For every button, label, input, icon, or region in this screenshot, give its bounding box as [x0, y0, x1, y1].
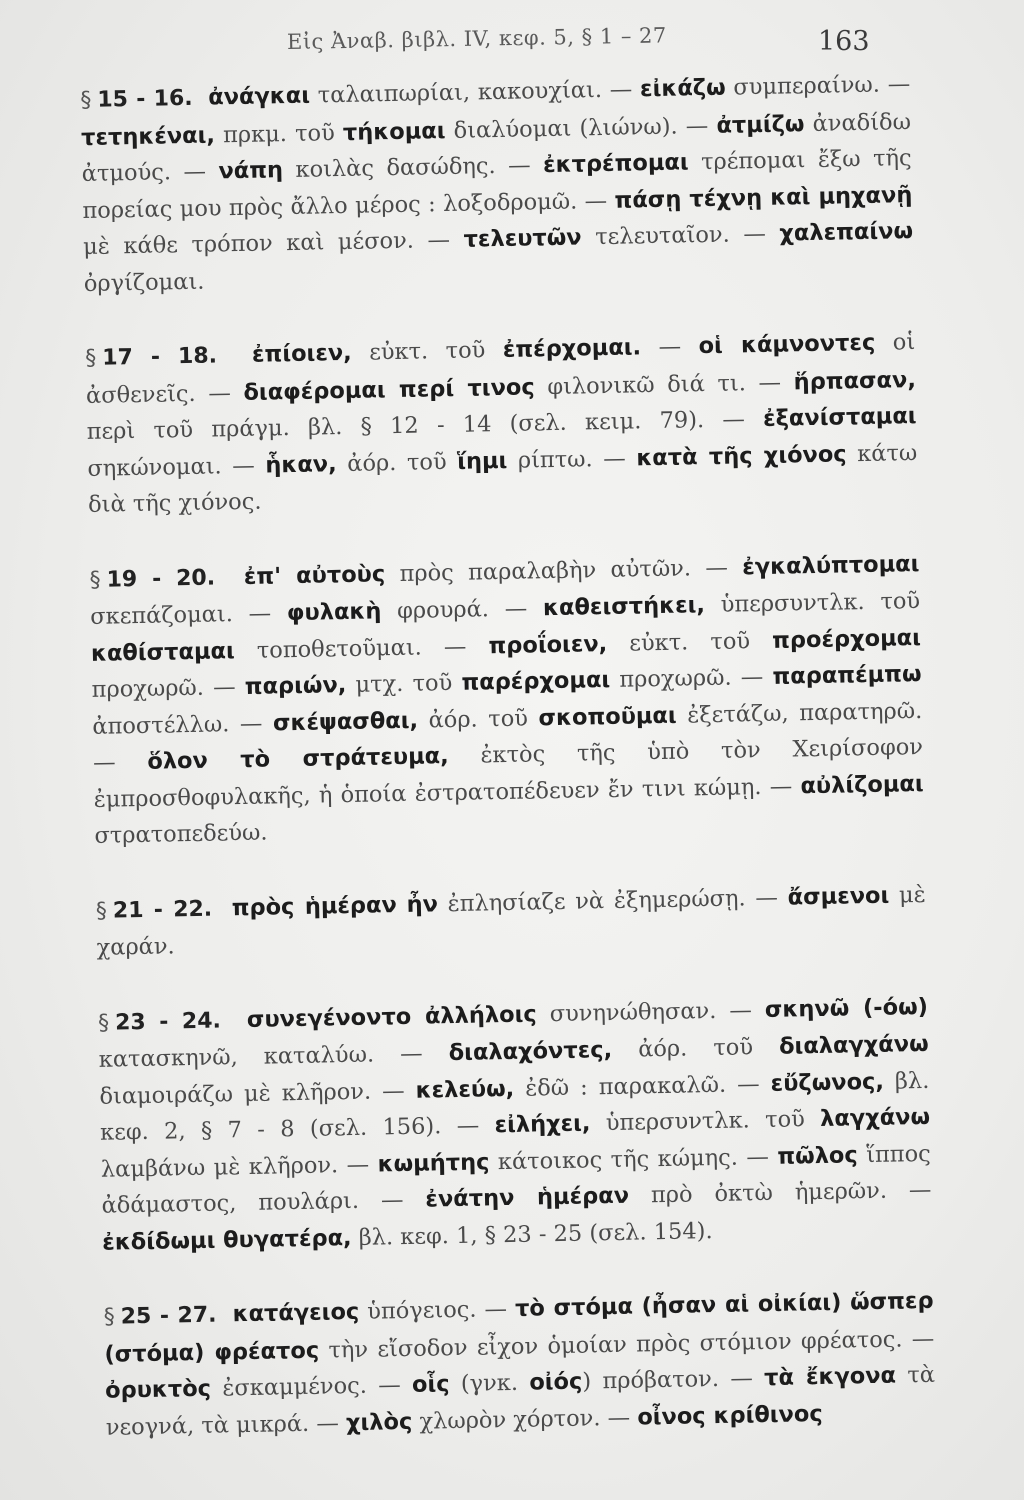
gloss-text: φιλονικῶ διά τι. —	[534, 368, 794, 400]
lemma-term: ἐγκαλύπτομαι	[742, 550, 920, 580]
gloss-text: ρίπτω. —	[507, 444, 637, 474]
gloss-text: ταλαιπωρίαι, κακουχίαι. —	[309, 76, 641, 109]
page-number: 163	[818, 26, 870, 57]
gloss-text: (γνκ.	[449, 1369, 530, 1398]
commentary-paragraph	[85, 324, 918, 523]
lemma-term: ἀνάγκαι	[207, 82, 311, 111]
lemma-term: οἶνος κρίθινος	[637, 1400, 823, 1431]
lemma-term: χαλεπαίνω	[779, 218, 914, 247]
lemma-term: τήκομαι	[342, 117, 446, 146]
lemma-term: ὅλον τὸ στράτευμα,	[147, 743, 449, 775]
lemma-term: χιλὸς	[345, 1408, 413, 1436]
section-number: § 21 - 22.	[95, 896, 213, 924]
gloss-text: φρουρά. —	[381, 595, 544, 625]
gloss-text: βλ. κεφ. 2, § 7 - 8 (σελ. 156). —	[99, 1067, 930, 1146]
gloss-text: μτχ. τοῦ	[346, 669, 462, 698]
gloss-text: μὲ χαράν.	[96, 881, 926, 961]
lemma-term: καθειστήκει,	[542, 592, 706, 622]
commentary-paragraph	[103, 1283, 936, 1446]
lemma-term: σκέψασθαι,	[272, 707, 419, 736]
gloss-text: διαμοιράζω μὲ κλῆρον. —	[99, 1077, 416, 1110]
lemma-term: τετηκέναι,	[80, 121, 216, 151]
lemma-term: ἵημι	[456, 447, 508, 475]
lemma-term: ἥρπασαν,	[793, 366, 917, 395]
paragraph-body	[96, 881, 926, 960]
gloss-text: χλωρὸν χόρτον. —	[412, 1404, 638, 1435]
gloss-text: ἀναδίδω ἀτμούς. —	[81, 108, 912, 187]
gloss-text: ἐδῶ : παρακαλῶ. —	[513, 1070, 771, 1102]
gloss-text: τὰ νεογνά, τὰ μικρά. —	[105, 1361, 936, 1441]
paragraph-body	[81, 71, 913, 296]
lemma-term: λαγχάνω	[819, 1103, 931, 1132]
gloss-text: ἀποστέλλω. —	[92, 709, 274, 740]
lemma-term: προέρχομαι	[771, 624, 922, 654]
gloss-text: ἀόρ. τοῦ	[611, 1033, 780, 1063]
gloss-text: προχωρῶ. —	[609, 663, 773, 693]
running-header	[0, 22, 1024, 62]
gloss-text: περὶ τοῦ πράγμ. βλ. § 12 - 14 (σελ. κειμ. 79). —	[86, 405, 764, 445]
gloss-text: ἀόρ. τοῦ	[336, 448, 458, 477]
lemma-term: κατὰ τῆς χιόνος	[636, 440, 847, 471]
gloss-text: τὴν εἴσοδον εἶχον ὁμοίαν πρὸς στόμιον φρέατος. —	[318, 1325, 935, 1364]
gloss-text: κατασκηνῶ, καταλύω. —	[98, 1040, 449, 1073]
lemma-term: ἧκαν,	[265, 450, 337, 479]
lemma-term: παραπέμπω	[772, 660, 922, 690]
gloss-text: πρὸς παραλαβὴν αὐτῶν. —	[384, 553, 743, 587]
lemma-term: ἐπέρχομαι.	[502, 334, 642, 363]
gloss-text: τρέπομαι ἔξω τῆς πορείας μου πρὸς ἄλλο μέρος : λοξοδρομῶ. —	[82, 145, 912, 224]
lemma-term: νάπη	[218, 157, 284, 185]
gloss-text: σκεπάζομαι. —	[90, 600, 288, 630]
gloss-text: κοιλὰς δασώδης. —	[282, 152, 544, 184]
section-number: § 15 - 16.	[80, 85, 193, 113]
gloss-text: τελευταῖον. —	[581, 220, 780, 251]
lemma-term: ἀτμίζω	[716, 110, 805, 139]
gloss-text: ὀργίζομαι.	[83, 268, 205, 297]
lemma-term: παρέρχομαι	[461, 666, 611, 696]
lemma-term: κωμήτης	[377, 1148, 490, 1177]
gloss-text: πρὸ ὀκτὼ ἡμερῶν. —	[628, 1176, 932, 1209]
gloss-text: ὑπερσυντλκ. τοῦ	[704, 587, 921, 619]
lemma-term: ἐξανίσταμαι	[762, 403, 917, 432]
lemma-term: ἐπίοιεν,	[251, 339, 352, 368]
gloss-text: —	[640, 333, 699, 361]
lemma-term: σκοποῦμαι	[538, 702, 677, 731]
commentary-paragraph	[80, 66, 914, 302]
gloss-text: οἱ ἀσθενεῖς. —	[85, 329, 916, 409]
lemma-term: ἐπ' αὐτοὺς	[243, 560, 386, 590]
section-number: § 25 - 27.	[103, 1302, 217, 1330]
gloss-text: πρκμ. τοῦ	[214, 119, 344, 148]
lemma-term: εἰκάζω	[639, 74, 726, 103]
gloss-text: ἐκτὸς τῆς ὑπὸ τὸν Χειρίσοφον ἐμπροσθοφυλακῆς, ἡ ὁποία ἐστρατοπέδευεν ἔν τινι κώμῃ. —	[93, 733, 924, 813]
lemma-term: πῶλος	[777, 1141, 858, 1170]
lemma-term: κελεύω,	[415, 1075, 515, 1104]
gloss-text: βλ. κεφ. 1, § 23 - 25 (σελ. 154).	[351, 1217, 713, 1251]
lemma-term: πάσῃ τέχνῃ καὶ μηχανῇ	[614, 181, 913, 214]
section-number: § 17 - 18.	[85, 343, 218, 371]
running-title: Εἰς Ἀναβ. βιβλ. IV, κεφ. 5, § 1 – 27	[286, 23, 667, 54]
lemma-term: φυλακὴ	[286, 598, 382, 627]
gloss-text: ὑπόγειος. —	[358, 1295, 516, 1325]
lemma-term: ὀρυκτὸς	[104, 1375, 212, 1404]
gloss-text: ἐπλησίαζε νὰ ἐξημερώσῃ. —	[437, 884, 788, 917]
lemma-term: προΐοιεν,	[488, 630, 608, 659]
commentary-paragraph	[98, 988, 933, 1260]
lemma-term: ἦν	[406, 890, 439, 918]
lemma-term: οἱ κάμνοντες	[698, 329, 876, 360]
paragraph-body	[104, 1288, 935, 1440]
gloss-text: ἐξετάζω, παρατηρῶ. —	[92, 697, 923, 776]
gloss-text: τοποθετοῦμαι. —	[234, 632, 489, 664]
gloss-text: ἐσκαμμένος. —	[210, 1371, 413, 1402]
lemma-term: ἐκδίδωμι θυγατέρα,	[102, 1224, 352, 1256]
commentary-paragraph	[89, 545, 924, 854]
lemma-term: ἄσμενοι	[787, 882, 890, 911]
gloss-text: κάτοικος τῆς κώμης. —	[489, 1143, 778, 1175]
lemma-term: διαλαχόντες,	[448, 1036, 613, 1067]
gloss-text: εὐκτ. τοῦ	[351, 336, 504, 366]
section-number: § 23 - 24.	[97, 1007, 222, 1036]
lemma-term: εἰλήχει,	[494, 1110, 591, 1139]
gloss-text: ἀόρ. τοῦ	[417, 704, 539, 734]
commentary-text	[80, 66, 937, 1484]
paragraph-body	[90, 550, 924, 848]
gloss-text: σηκώνομαι. —	[87, 452, 266, 482]
commentary-paragraph	[96, 876, 927, 966]
gloss-text	[397, 891, 407, 917]
lemma-term: τὸ στόμα (ἦσαν αἱ οἰκίαι) ὥσπερ (στόμα) φρέατος	[104, 1287, 934, 1368]
lemma-term: αὐλίζομαι	[800, 770, 924, 799]
gloss-text: μὲ κάθε τρόπον καὶ μέσον. —	[82, 226, 464, 260]
lemma-term: συνεγένοντο ἀλλήλοις	[246, 1000, 537, 1033]
lemma-term: κατάγειος	[232, 1298, 360, 1328]
lemma-term: ἐκτρέπομαι	[542, 149, 689, 179]
gloss-text: προχωρῶ. —	[91, 673, 246, 703]
paragraph-body	[99, 993, 932, 1255]
lemma-term: διαφέρομαι περί τινος	[243, 373, 535, 406]
lemma-term: καθίσταμαι	[90, 637, 235, 667]
lemma-term: σκηνῶ (-όω)	[764, 993, 929, 1023]
lemma-term: τὰ ἔκγονα	[763, 1362, 897, 1392]
gloss-text: κάτω διὰ τῆς χιόνος.	[87, 439, 918, 518]
gloss-text: στρατοπεδεύω.	[94, 819, 268, 849]
lemma-term: οἰός	[529, 1368, 583, 1396]
gloss-text: συνηνώθησαν. —	[536, 996, 766, 1027]
lemma-term: τελευτῶν	[463, 224, 582, 253]
gloss-text: συμπεραίνω. —	[725, 71, 911, 101]
lemma-term: ἐνάτην ἡμέραν	[425, 1182, 630, 1213]
section-number: § 19 - 20.	[89, 565, 216, 593]
gloss-text: ὑπερσυντλκ. τοῦ	[590, 1105, 821, 1137]
gloss-text: εὐκτ. τοῦ	[606, 627, 773, 657]
gloss-text: ἵππος ἀδάμαστος, πουλάρι. —	[101, 1140, 931, 1219]
lemma-term: πρὸς ἡμέραν	[231, 891, 398, 921]
lemma-term: οἷς	[411, 1371, 450, 1398]
lemma-term: διαλαγχάνω	[778, 1030, 929, 1060]
lemma-term: παριών,	[244, 672, 347, 700]
gloss-text: ) πρόβατον. —	[582, 1365, 765, 1395]
gloss-text: λαμβάνω μὲ κλῆρον. —	[100, 1150, 378, 1183]
lemma-term: εὔζωνος,	[770, 1068, 885, 1097]
gloss-text: διαλύομαι (λιώνω). —	[445, 112, 717, 144]
